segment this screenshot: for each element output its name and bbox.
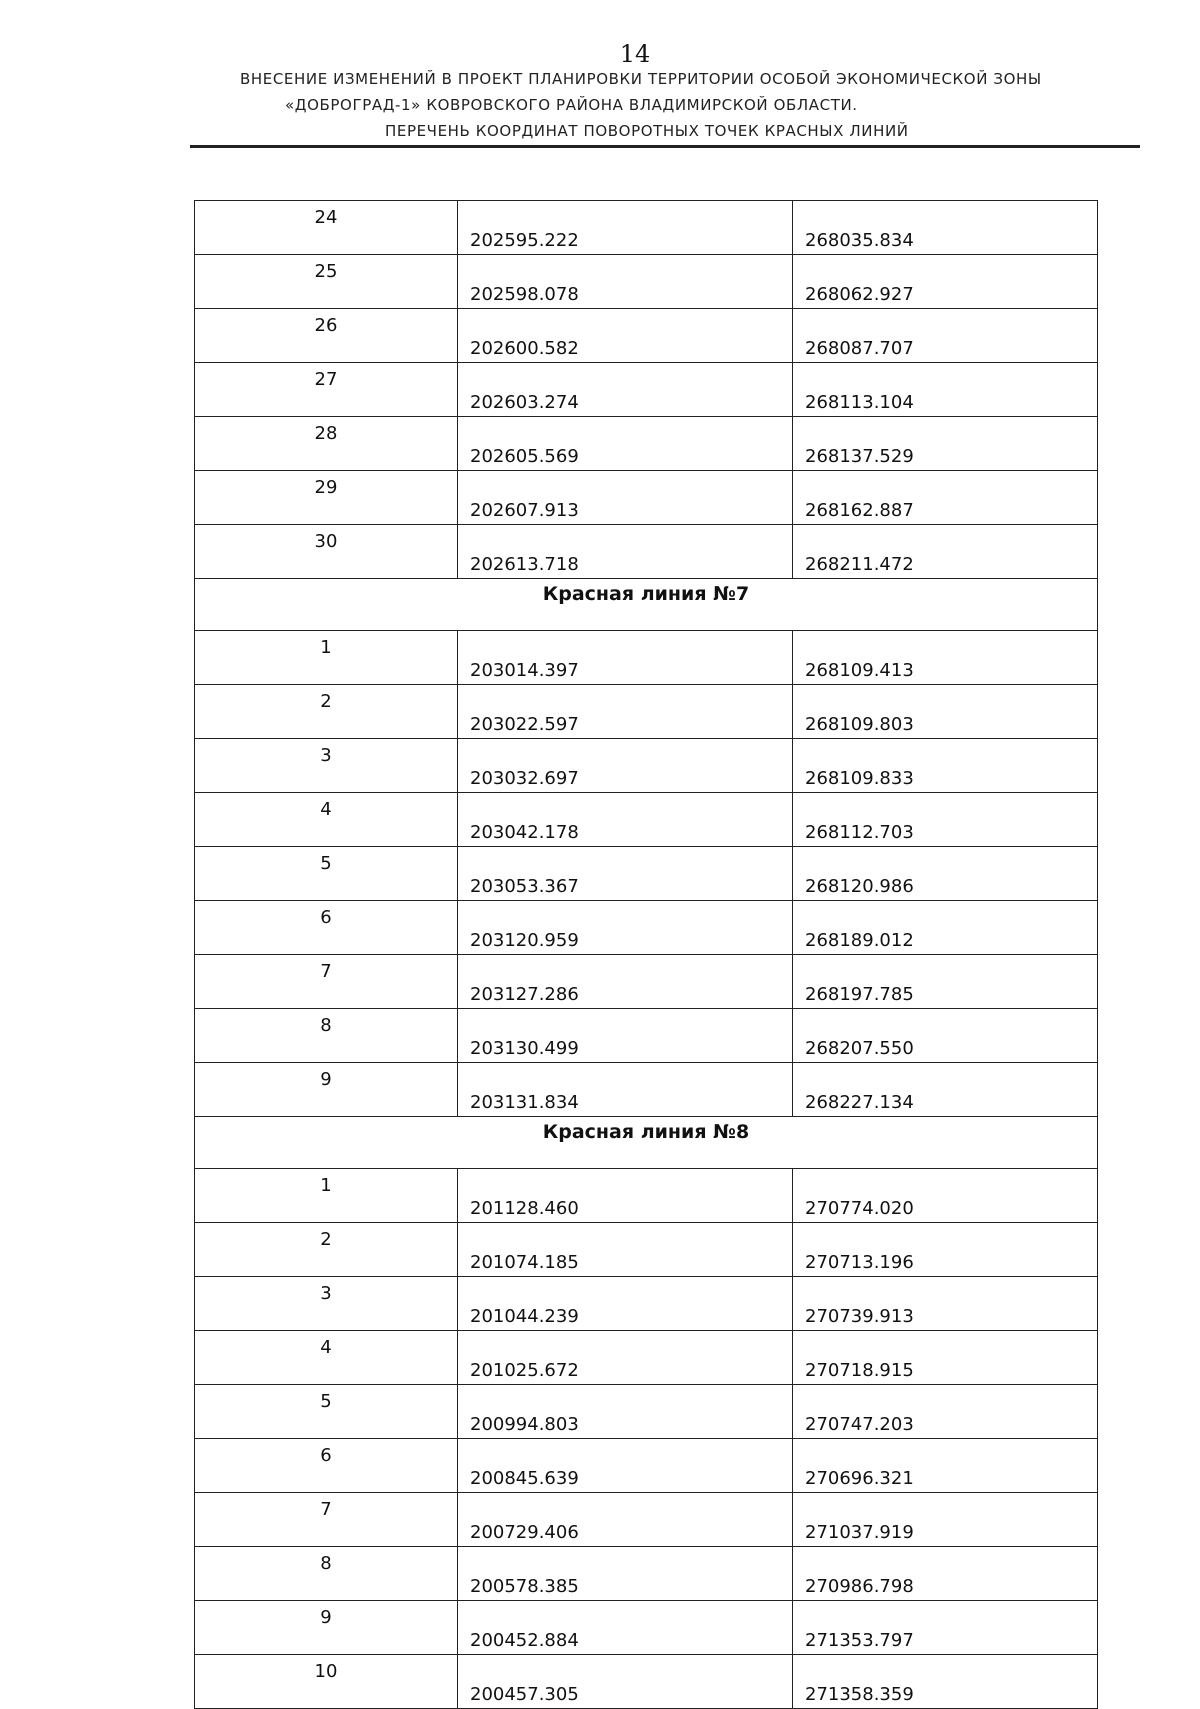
x-coordinate-cell: 202613.718 <box>458 525 793 579</box>
y-coordinate-cell: 268227.134 <box>793 1063 1098 1117</box>
y-coordinate-cell: 270739.913 <box>793 1277 1098 1331</box>
table-row <box>195 793 1098 847</box>
x-coordinate-cell: 202607.913 <box>458 471 793 525</box>
table-row <box>195 417 1098 471</box>
y-coordinate-cell: 270747.203 <box>793 1385 1098 1439</box>
point-number-cell: 27 <box>195 363 458 417</box>
x-coordinate-cell: 202605.569 <box>458 417 793 471</box>
point-number-cell: 5 <box>195 847 458 901</box>
point-number-cell: 25 <box>195 255 458 309</box>
point-number-cell: 4 <box>195 1331 458 1385</box>
point-number-cell: 3 <box>195 1277 458 1331</box>
y-coordinate-cell: 268211.472 <box>793 525 1098 579</box>
table-row <box>195 685 1098 739</box>
x-coordinate-cell: 201128.460 <box>458 1169 793 1223</box>
table-row <box>195 255 1098 309</box>
section-header-row <box>195 579 1098 631</box>
y-coordinate-cell: 270696.321 <box>793 1439 1098 1493</box>
x-coordinate-cell: 203131.834 <box>458 1063 793 1117</box>
point-number-cell: 1 <box>195 631 458 685</box>
table-row <box>195 1223 1098 1277</box>
y-coordinate-cell: 268109.803 <box>793 685 1098 739</box>
table-row <box>195 901 1098 955</box>
y-coordinate-cell: 271353.797 <box>793 1601 1098 1655</box>
y-coordinate-cell: 270718.915 <box>793 1331 1098 1385</box>
x-coordinate-cell: 203053.367 <box>458 847 793 901</box>
table-row <box>195 1277 1098 1331</box>
point-number-cell: 9 <box>195 1063 458 1117</box>
y-coordinate-cell: 268113.104 <box>793 363 1098 417</box>
point-number-cell: 6 <box>195 1439 458 1493</box>
table-row <box>195 631 1098 685</box>
table-row <box>195 1601 1098 1655</box>
table-row <box>195 471 1098 525</box>
point-number-cell: 28 <box>195 417 458 471</box>
y-coordinate-cell: 268062.927 <box>793 255 1098 309</box>
table-row <box>195 1169 1098 1223</box>
x-coordinate-cell: 202598.078 <box>458 255 793 309</box>
point-number-cell: 3 <box>195 739 458 793</box>
x-coordinate-cell: 203032.697 <box>458 739 793 793</box>
x-coordinate-cell: 201074.185 <box>458 1223 793 1277</box>
point-number-cell: 6 <box>195 901 458 955</box>
y-coordinate-cell: 268189.012 <box>793 901 1098 955</box>
table-row <box>195 201 1098 255</box>
y-coordinate-cell: 268197.785 <box>793 955 1098 1009</box>
table-row <box>195 1439 1098 1493</box>
x-coordinate-cell: 200994.803 <box>458 1385 793 1439</box>
coordinates-table-body <box>195 201 1098 1709</box>
point-number-cell: 4 <box>195 793 458 847</box>
x-coordinate-cell: 200578.385 <box>458 1547 793 1601</box>
header-title-line-3: ПЕРЕЧЕНЬ КООРДИНАТ ПОВОРОТНЫХ ТОЧЕК КРАСНЫХ ЛИНИЙ <box>385 122 909 140</box>
table-row <box>195 739 1098 793</box>
x-coordinate-cell: 200452.884 <box>458 1601 793 1655</box>
y-coordinate-cell: 270713.196 <box>793 1223 1098 1277</box>
point-number-cell: 8 <box>195 1009 458 1063</box>
x-coordinate-cell: 200845.639 <box>458 1439 793 1493</box>
y-coordinate-cell: 268162.887 <box>793 471 1098 525</box>
table-row <box>195 1385 1098 1439</box>
x-coordinate-cell: 203120.959 <box>458 901 793 955</box>
y-coordinate-cell: 268087.707 <box>793 309 1098 363</box>
x-coordinate-cell: 202595.222 <box>458 201 793 255</box>
y-coordinate-cell: 268109.413 <box>793 631 1098 685</box>
point-number-cell: 9 <box>195 1601 458 1655</box>
y-coordinate-cell: 270986.798 <box>793 1547 1098 1601</box>
point-number-cell: 7 <box>195 955 458 1009</box>
section-title: Красная линия №7 <box>195 579 1098 631</box>
point-number-cell: 2 <box>195 1223 458 1277</box>
table-row <box>195 847 1098 901</box>
point-number-cell: 8 <box>195 1547 458 1601</box>
x-coordinate-cell: 203014.397 <box>458 631 793 685</box>
y-coordinate-cell: 270774.020 <box>793 1169 1098 1223</box>
table-row <box>195 1547 1098 1601</box>
table-row <box>195 363 1098 417</box>
y-coordinate-cell: 268120.986 <box>793 847 1098 901</box>
y-coordinate-cell: 268035.834 <box>793 201 1098 255</box>
point-number-cell: 24 <box>195 201 458 255</box>
table-row <box>195 309 1098 363</box>
coordinates-table <box>194 200 1098 1709</box>
point-number-cell: 10 <box>195 1655 458 1709</box>
point-number-cell: 30 <box>195 525 458 579</box>
x-coordinate-cell: 203130.499 <box>458 1009 793 1063</box>
x-coordinate-cell: 203042.178 <box>458 793 793 847</box>
x-coordinate-cell: 200729.406 <box>458 1493 793 1547</box>
table-row <box>195 955 1098 1009</box>
point-number-cell: 7 <box>195 1493 458 1547</box>
y-coordinate-cell: 271037.919 <box>793 1493 1098 1547</box>
header-title-line-1: ВНЕСЕНИЕ ИЗМЕНЕНИЙ В ПРОЕКТ ПЛАНИРОВКИ ТЕРРИТОРИИ ОСОБОЙ ЭКОНОМИЧЕСКОЙ ЗОНЫ <box>240 70 1042 88</box>
section-title: Красная линия №8 <box>195 1117 1098 1169</box>
x-coordinate-cell: 202600.582 <box>458 309 793 363</box>
header-divider <box>190 145 1140 148</box>
header-title-line-2: «ДОБРОГРАД-1» КОВРОВСКОГО РАЙОНА ВЛАДИМИРСКОЙ ОБЛАСТИ. <box>285 96 858 114</box>
y-coordinate-cell: 268109.833 <box>793 739 1098 793</box>
y-coordinate-cell: 268112.703 <box>793 793 1098 847</box>
x-coordinate-cell: 201025.672 <box>458 1331 793 1385</box>
table-row <box>195 1655 1098 1709</box>
table-row <box>195 1331 1098 1385</box>
y-coordinate-cell: 271358.359 <box>793 1655 1098 1709</box>
point-number-cell: 2 <box>195 685 458 739</box>
y-coordinate-cell: 268137.529 <box>793 417 1098 471</box>
x-coordinate-cell: 203022.597 <box>458 685 793 739</box>
table-row <box>195 525 1098 579</box>
x-coordinate-cell: 201044.239 <box>458 1277 793 1331</box>
point-number-cell: 26 <box>195 309 458 363</box>
point-number-cell: 5 <box>195 1385 458 1439</box>
table-row <box>195 1493 1098 1547</box>
section-header-row <box>195 1117 1098 1169</box>
page-number: 14 <box>619 40 651 68</box>
x-coordinate-cell: 202603.274 <box>458 363 793 417</box>
table-row <box>195 1063 1098 1117</box>
x-coordinate-cell: 203127.286 <box>458 955 793 1009</box>
table-row <box>195 1009 1098 1063</box>
y-coordinate-cell: 268207.550 <box>793 1009 1098 1063</box>
x-coordinate-cell: 200457.305 <box>458 1655 793 1709</box>
point-number-cell: 29 <box>195 471 458 525</box>
point-number-cell: 1 <box>195 1169 458 1223</box>
